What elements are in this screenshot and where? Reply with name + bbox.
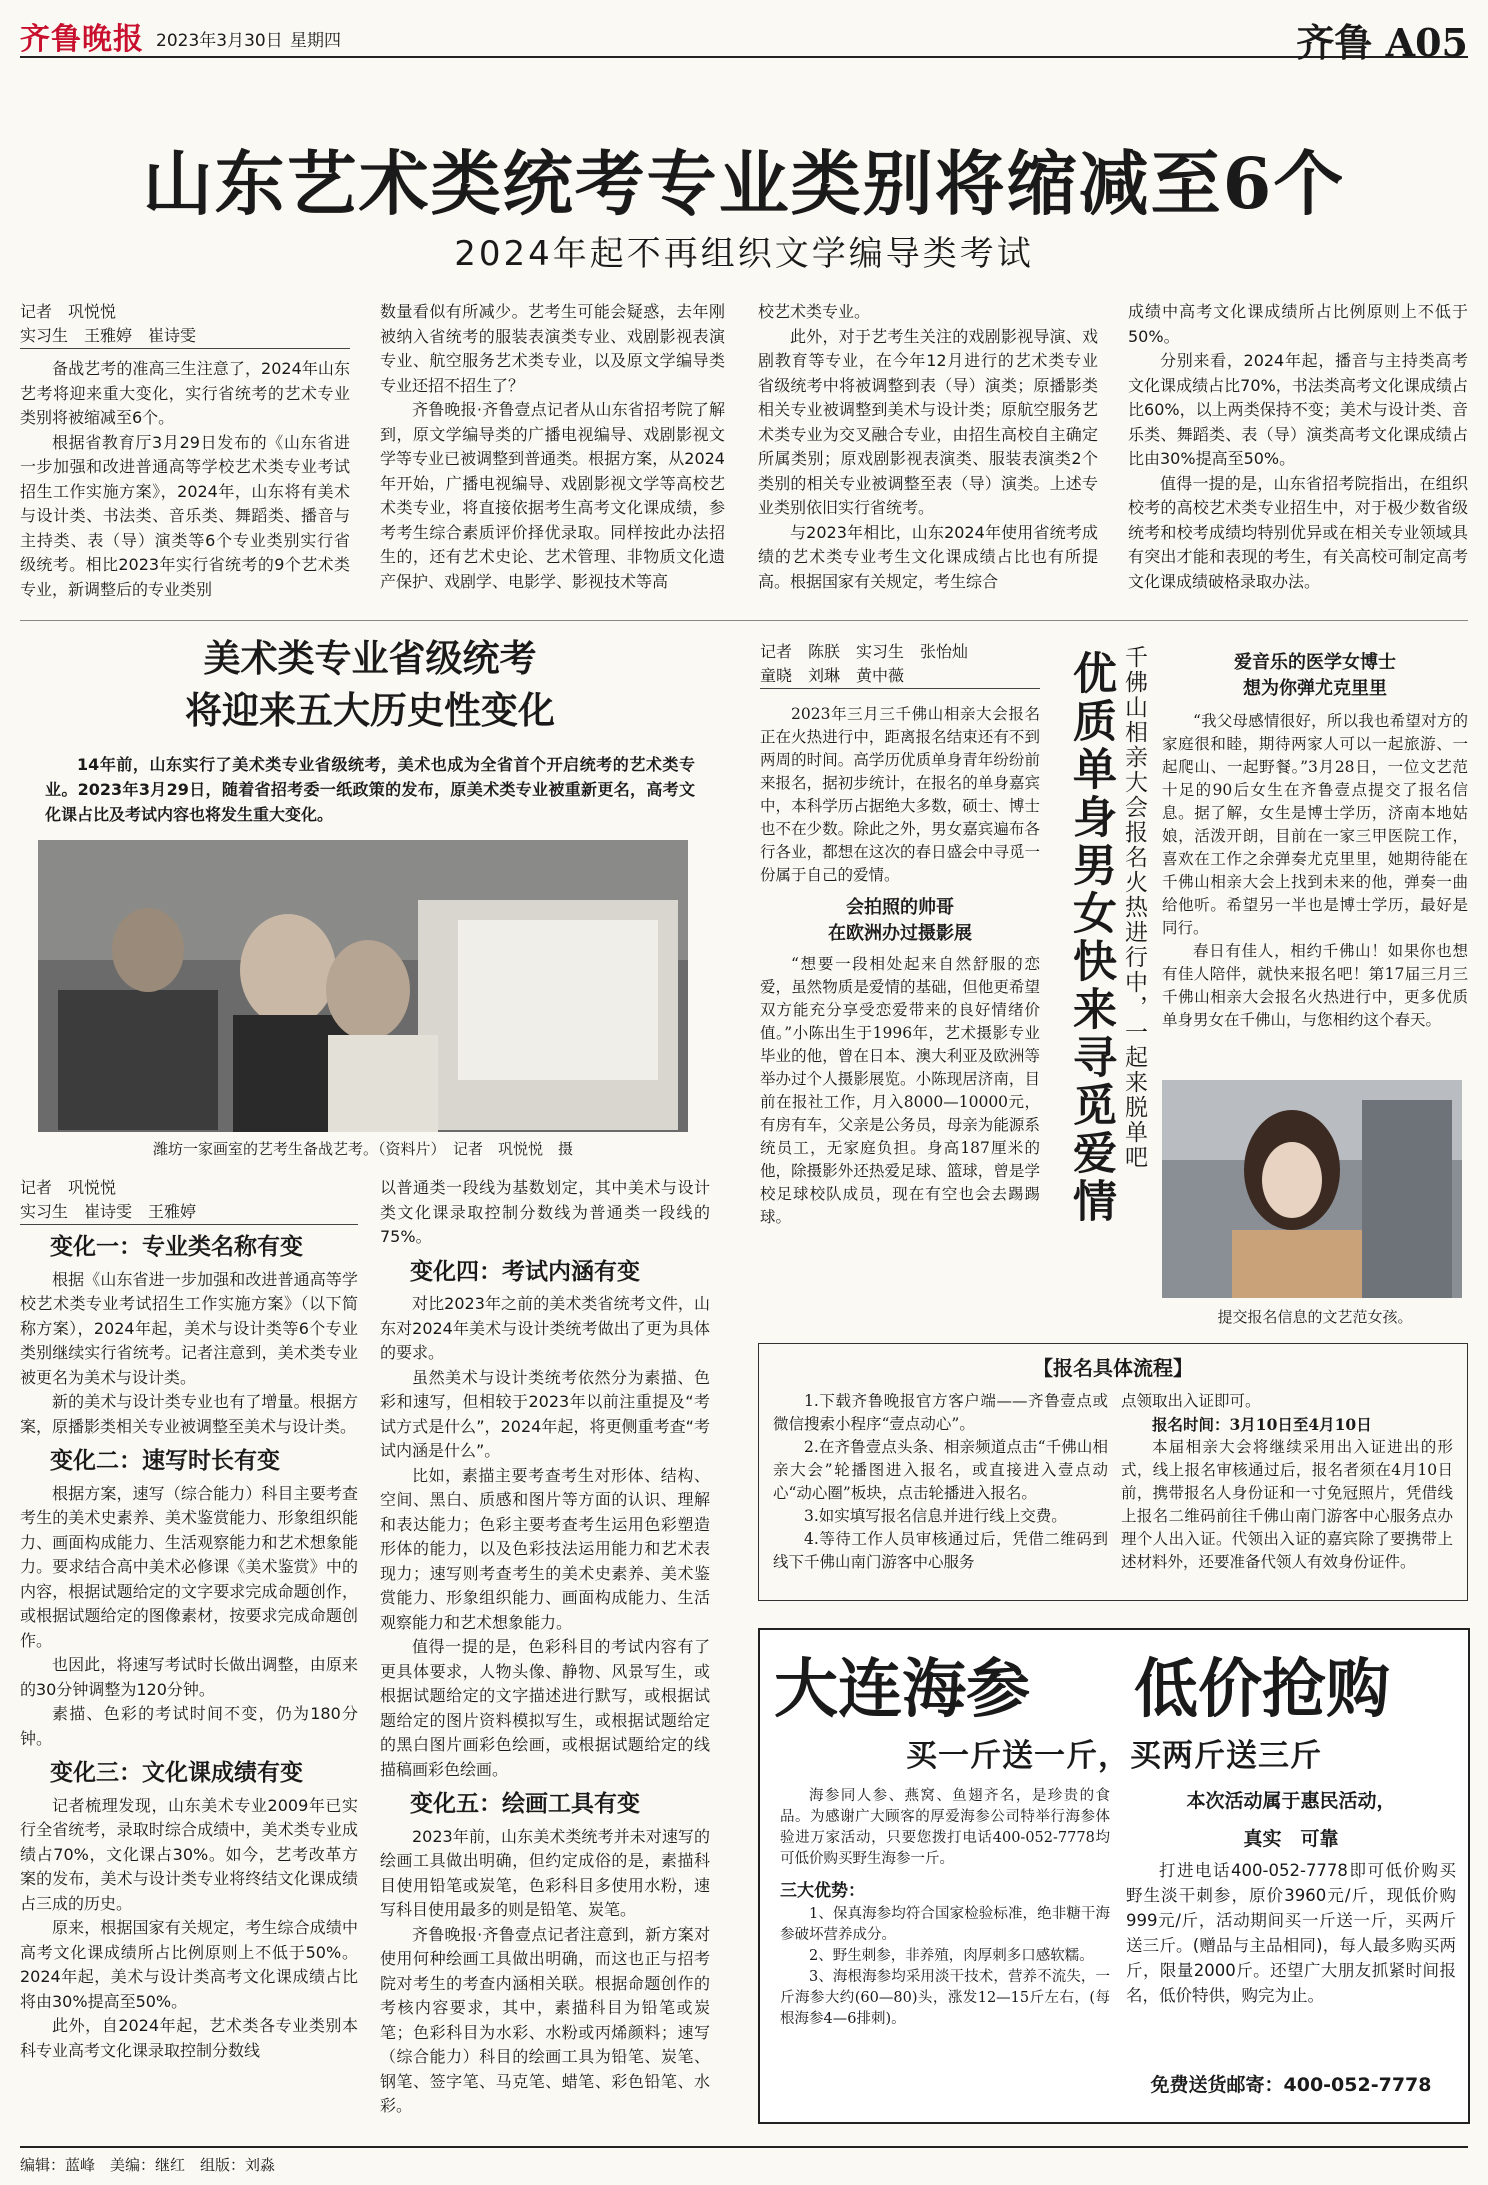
process-col1 — [773, 1390, 1108, 1574]
issue-date: 2023年3月30日 — [156, 31, 283, 51]
paragraph: 记者梳理发现，山东美术专业2009年已实行全省统考，录取时综合成绩中，美术类专业成绩占70%，文化课占30%。如今，艺考改革方案的发布，美术与设计类专业将终结文化课成绩占三成的历史。 — [20, 1795, 358, 1913]
article3-sub1-heading — [760, 895, 1040, 947]
article2-col1 — [20, 1176, 358, 2063]
ad-hotline: 免费送货邮寄：400-052-7778 — [1150, 2074, 1432, 2096]
article3-sub2-text — [1162, 710, 1468, 1032]
page-section: 齐鲁 A05 — [1296, 20, 1468, 65]
paragraph: 对比2023年之前的美术类省统考文件，山东对2024年美术与设计类统考做出了更为具体的要求。 — [380, 1294, 710, 1362]
article3-left — [760, 640, 1040, 1229]
process-step: 点领取出入证即可。 — [1121, 1392, 1261, 1410]
article1-byline-interns: 实习生 王雅婷 崔诗雯 — [20, 324, 350, 349]
ad-advantage-item: 2、野生刺参，非养殖，肉厚刺多口感软糯。 — [809, 1948, 1094, 1964]
article3-sub2-line2: 想为你弹尤克里里 — [1243, 678, 1387, 699]
paragraph: 校艺术类专业。 — [758, 302, 871, 321]
article2-col2 — [380, 1176, 710, 2119]
article3-sub1-line2: 在欧洲办过摄影展 — [828, 923, 972, 944]
section-heading-change3: 变化三：文化课成绩有变 — [50, 1759, 303, 1786]
article2-lead: 14年前，山东实行了美术类专业省级统考，美术也成为全省首个开启统考的艺术类专业。2023年3月29日，随着省招考委一纸政策的发布，原美术类专业被重新更名，高考文化课占比及考试内容也将发生重大变化。 — [45, 755, 695, 824]
article3-byline-interns: 童晓 刘琳 黄中薇 — [760, 664, 1040, 689]
footer-rule — [20, 2146, 1468, 2148]
paragraph: 值得一提的是，山东省招考院指出，在组织校考的高校艺术类专业招生中，对于极少数省级统考和校考成绩均特别优异或在相关专业领域具有突出才能和表现的考生，有关高校可制定高考文化课成绩破格录取办法。 — [1128, 473, 1468, 591]
process-title: 【报名具体流程】 — [1033, 1356, 1193, 1380]
article1-col2 — [380, 300, 725, 594]
paragraph: 根据方案，速写（综合能力）科目主要考查考生的美术史素养、美术鉴赏能力、形象组织能力、画面构成能力、生活观察能力和艺术想象能力。要求结合高中美术必修课《美术鉴赏》中的内容，根据试题给定的文字要求完成命题创作，或根据试题给定的图像素材，按要求完成命题创作。 — [20, 1483, 358, 1650]
paragraph: 根据《山东省进一步加强和改进普通高等学校艺术类专业考试招生工作实施方案》（以下简称方案），2024年起，美术与设计类等6个专业类别继续实行省统考。记者注意到，美术类专业被更名为美术与设计类。 — [20, 1269, 358, 1387]
girl-photo-image — [1162, 1080, 1462, 1298]
newspaper-logo: 齐鲁晚报 — [20, 22, 144, 57]
ad-right-text: 打进电话400-052-7778即可低价购买野生淡干刺参，原价3960元/斤，现低价购999元/斤，活动期间买一斤送一斤，买两斤送三斤。(赠品与主品相同)，每人最多购买两斤，限量2000斤。还望广大朋友抓紧时间报名，低价特供，购完为止。 — [1126, 1861, 1456, 2005]
paragraph: 成绩中高考文化课成绩所占比例原则上不低于50%。 — [1128, 302, 1468, 346]
paragraph: 分别来看，2024年起，播音与主持类高考文化课成绩占比70%，书法类高考文化课成绩占比60%，以上两类保持不变；美术与设计类、音乐类、舞蹈类、表（导）演类高考文化课成绩占比由30%提高至50%。 — [1128, 351, 1468, 468]
article2-col1-text — [20, 1235, 358, 2063]
art-students-photo-image — [38, 840, 688, 1132]
process-step: 1.下载齐鲁晚报官方客户端——齐鲁壹点或微信搜索小程序“壹点动心”。 — [773, 1392, 1108, 1433]
ad-title-left: 大连海参 — [774, 1652, 1030, 1727]
masthead — [20, 10, 1468, 65]
page-subheadline: 2024年起不再组织文学编导类考试 — [454, 234, 1034, 274]
article1-col1-text — [20, 357, 350, 602]
article3-right — [1162, 650, 1468, 1032]
registration-process-box — [758, 1343, 1468, 1601]
article1-col1 — [20, 300, 350, 602]
footer-credits: 编辑：蓝峰 美编：继红 组版：刘淼 — [20, 2156, 276, 2174]
section-heading-change4: 变化四：考试内涵有变 — [410, 1257, 640, 1285]
section-heading-change1: 变化一：专业类名称有变 — [50, 1233, 303, 1260]
paragraph: 也因此，将速写考试时长做出调整，由原来的30分钟调整为120分钟。 — [20, 1655, 358, 1699]
ad-advantages — [780, 1904, 1110, 2030]
article2-title-line1: 美术类专业省级统考 — [203, 636, 537, 680]
art-students-photo — [38, 840, 688, 1132]
paragraph: 虽然美术与设计类统考依然分为素描、色彩和速写，但相较于2023年以前注重提及“考试方式是什么”，2024年起，将更侧重考查“考试内涵是什么”。 — [380, 1367, 710, 1460]
paragraph: 与2023年相比，山东2024年使用省统考成绩的艺术类专业考生文化课成绩占比也有所提高。根据国家有关规定，考生综合 — [758, 522, 1098, 591]
section-heading-change2: 变化二：速写时长有变 — [50, 1447, 280, 1474]
registration-time: 报名时间：3月10日至4月10日 — [1152, 1415, 1372, 1434]
girl-photo-caption: 提交报名信息的文艺范女孩。 — [1217, 1308, 1413, 1326]
article3-vertical-title: 优质单身男女快来寻觅爱情 — [1065, 650, 1116, 1226]
ad-right-heading: 本次活动属于惠民活动， — [1186, 1790, 1396, 1812]
paragraph: 备战艺考的准高三生注意了，2024年山东艺考将迎来重大变化，实行省统考的艺术专业类别将被缩减至6个。 — [20, 359, 350, 427]
ad-advantage-item: 3、海根海参均采用淡干技术，营养不流失，一斤海参大约(60—80)头，涨发12—15斤左右，(每根海参4—6排刺)。 — [780, 1969, 1110, 2027]
process-step: 3.如实填写报名信息并进行线上交费。 — [804, 1507, 1067, 1525]
article3-sub1-line1: 会拍照的帅哥 — [846, 897, 954, 918]
article2-byline-interns: 实习生 崔诗雯 王雅婷 — [20, 1200, 358, 1225]
article3-sub2-line1: 爱音乐的医学女博士 — [1234, 652, 1396, 673]
section-heading-change5: 变化五：绘画工具有变 — [410, 1790, 640, 1817]
article2-title — [20, 632, 720, 736]
ad-slogan: 买一斤送一斤，买两斤送三斤 — [906, 1738, 1322, 1774]
paragraph: 齐鲁晚报·齐鲁壹点记者注意到，新方案对使用何种绘画工具做出明确，而这也正与招考院对考生的考查内涵相关联。根据命题创作的考核内容要求，其中，素描科目为铅笔或炭笔；色彩科目为水彩、水粉或丙烯颜料；速写（综合能力）科目的绘画工具为铅笔、炭笔、钢笔、签字笔、马克笔、蜡笔、彩色铅笔、水彩。 — [380, 1924, 710, 2115]
paragraph: 此外，对于艺考生关注的戏剧影视导演、戏剧教育等专业，在今年12月进行的艺术类专业省级统考中将被调整到表（导）演类；原播影类相关专业被调整到美术与设计类；原航空服务艺术类专业为交叉融合专业，由招生高校自主确定所属类别；原戏剧影视表演类、服装表演类2个类别的相关专业被调整至表（导）演类。上述专业类别依旧实行省统考。 — [758, 326, 1098, 517]
article3-intro — [760, 703, 1040, 887]
paragraph: 根据省教育厅3月29日发布的《山东省进一步加强和改进普通高等学校艺术类专业考试招生工作实施方案》，2024年，山东将有美术与设计类、书法类、音乐类、舞蹈类、播音与主持类、表（导）演类等6个专业类别实行省级统考。相比2023年实行省统考的9个艺术类专业，新调整后的专业类别 — [20, 432, 350, 599]
process-step: 4.等待工作人员审核通过后，凭借二维码到线下千佛山南门游客中心服务 — [773, 1530, 1108, 1571]
article3-sub1-text — [760, 953, 1040, 1229]
ad-right-subheading: 真实 可靠 — [1243, 1828, 1339, 1850]
sea-cucumber-ad — [758, 1628, 1470, 2124]
ad-title-right: 低价抢购 — [1134, 1652, 1390, 1727]
ad-intro: 海参同人参、燕窝、鱼翅齐名，是珍贵的食品。为感谢广大顾客的厚爱海参公司特举行海参体验进万家活动，只要您拨打电话400-052-7778均可低价购买野生海参一斤。 — [780, 1788, 1110, 1867]
paragraph: 值得一提的是，色彩科目的考试内容有了更具体要求，人物头像、静物、风景写生，或根据试题给定的文字描述进行默写，或根据试题给定的图片资料模拟写生，或根据试题给定的黑白图片画彩色绘画，或根据试题给定的线描稿画彩色绘画。 — [380, 1637, 710, 1779]
paragraph: 素描、色彩的考试时间不变，仍为180分钟。 — [20, 1704, 358, 1748]
paragraph: 新的美术与设计类专业也有了增量。根据方案，原播影类相关专业被调整至美术与设计类。 — [20, 1392, 358, 1436]
paragraph: 比如，素描主要考查考生对形体、结构、空间、黑白、质感和图片等方面的认识、理解和表达能力；色彩主要考查考生运用色彩塑造形体的能力，以及色彩技法运用能力和艺术表现力；速写则考查考生的美术史素养、美术鉴赏能力、形象组织能力、画面构成能力、生活观察能力和艺术想象能力。 — [380, 1465, 710, 1632]
issue-weekday: 星期四 — [290, 31, 341, 51]
process-step: 本届相亲大会将继续采用出入证进出的形式，线上报名审核通过后，报名者须在4月10日前，携带报名人身份证和一寸免冠照片，凭借线上报名二维码前往千佛山南门游客中心服务点办理个人出入证。代领出入证的嘉宾除了要携带上述材料外，还要准备代领人有效身份证件。 — [1121, 1438, 1453, 1571]
ad-advantages-title: 三大优势： — [780, 1881, 865, 1901]
paragraph: 数量看似有所减少。艺考生可能会疑惑，去年刚被纳入省统考的服装表演类专业、戏剧影视表演专业、航空服务艺术类专业，以及原文学编导类专业还招不招生了？ — [380, 302, 725, 395]
article1-col4 — [1128, 300, 1468, 594]
article3-sub2-heading — [1162, 650, 1468, 702]
paragraph: 以普通类一段线为基数划定，其中美术与设计类文化课录取控制分数线为普通类一段线的75%。 — [380, 1178, 710, 1246]
section-divider — [20, 620, 1468, 621]
article3-vertical-subtitle: 千佛山相亲大会报名火热进行中，一起来脱单吧 — [1121, 645, 1147, 1170]
girl-photo — [1162, 1080, 1462, 1298]
article1-byline-reporter: 记者 巩悦悦 — [20, 302, 117, 321]
paragraph: 此外，自2024年起，艺术类各专业类别本科专业高考文化课录取控制分数线 — [20, 2016, 358, 2060]
process-col2 — [1121, 1390, 1453, 1574]
ad-advantage-item: 1、保真海参均符合国家检验标准，绝非糖干海参破坏营养成分。 — [780, 1906, 1110, 1943]
paragraph: 齐鲁晚报·齐鲁壹点记者从山东省招考院了解到，原文学编导类的广播电视编导、戏剧影视文学等专业已被调整到普通类。根据方案，从2024年开始，广播电视编导、戏剧影视文学等高校艺术类专业，将直接依据考生高考文化课成绩，参考考生综合素质评价择优录取。同样按此办法招生的，还有艺术史论、艺术管理、非物质文化遗产保护、戏剧学、电影学、影视技术等高 — [380, 400, 725, 591]
paragraph: 2023年三月三千佛山相亲大会报名正在火热进行中，距离报名结束还有不到两周的时间。高学历优质单身青年纷纷前来报名，据初步统计，在报名的单身嘉宾中，本科学历占据绝大多数，硕士、博士也不在少数。除此之外，男女嘉宾遍布各行各业，都想在这次的春日盛会中寻觅一份属于自己的爱情。 — [760, 705, 1040, 884]
article2-title-line2: 将迎来五大历史性变化 — [185, 688, 555, 732]
paragraph: 原来，根据国家有关规定，考生综合成绩中高考文化课成绩所占比例原则上不低于50%。2024年起，美术与设计类高考文化课成绩占比将由30%提高至50%。 — [20, 1918, 358, 2011]
article3-byline-reporter: 记者 陈朕 实习生 张怡灿 — [760, 642, 969, 661]
paragraph: 春日有佳人，相约千佛山！如果你也想有佳人陪伴，就快来报名吧！第17届三月三千佛山相亲大会报名火热进行中，更多优质单身男女在千佛山，与您相约这个春天。 — [1162, 942, 1468, 1029]
paragraph: “想要一段相处起来自然舒服的恋爱，虽然物质是爱情的基础，但他更希望双方能充分享受恋爱带来的良好情绪价值。”小陈出生于1996年，艺术摄影专业毕业的他，曾在日本、澳大利亚及欧洲等举办过个人摄影展览。小陈现居济南，目前在报社工作，月入8000—10000元，有房有车，父亲是公务员，母亲为能源系统员工，无家庭负担。身高187厘米的他，除摄影外还热爱足球、篮球，曾是学校足球校队成员，现在有空也会去踢踢球。 — [760, 955, 1040, 1226]
art-students-photo-caption: 潍坊一家画室的艺考生备战艺考。（资料片） 记者 巩悦悦 摄 — [152, 1140, 573, 1158]
article1-col3 — [758, 300, 1098, 594]
page-headline: 山东艺术类统考专业类别将缩减至6个 — [142, 142, 1346, 225]
article2-byline-reporter: 记者 巩悦悦 — [20, 1178, 117, 1197]
paragraph: “我父母感情很好，所以我也希望对方的家庭很和睦，期待两家人可以一起旅游、一起爬山、一起野餐。”3月28日，一位文艺范十足的90后女生在齐鲁壹点提交了报名信息。据了解，女生是博士学历，济南本地姑娘，活泼开朗，目前在一家三甲医院工作，喜欢在工作之余弹奏尤克里里，她期待能在千佛山相亲大会上找到未来的他，弹奏一曲给他听。希望另一半也是博士学历，最好是同行。 — [1162, 712, 1468, 937]
process-step: 2.在齐鲁壹点头条、相亲频道点击“千佛山相亲大会”轮播图进入报名，或直接进入壹点动心“动心圈”板块，点击轮播进入报名。 — [773, 1438, 1108, 1502]
paragraph: 2023年前，山东美术类统考并未对速写的绘画工具做出明确，但约定成俗的是，素描科目使用铅笔或炭笔，色彩科目多使用水粉，速写科目使用最多的则是铅笔、炭笔。 — [380, 1826, 710, 1919]
